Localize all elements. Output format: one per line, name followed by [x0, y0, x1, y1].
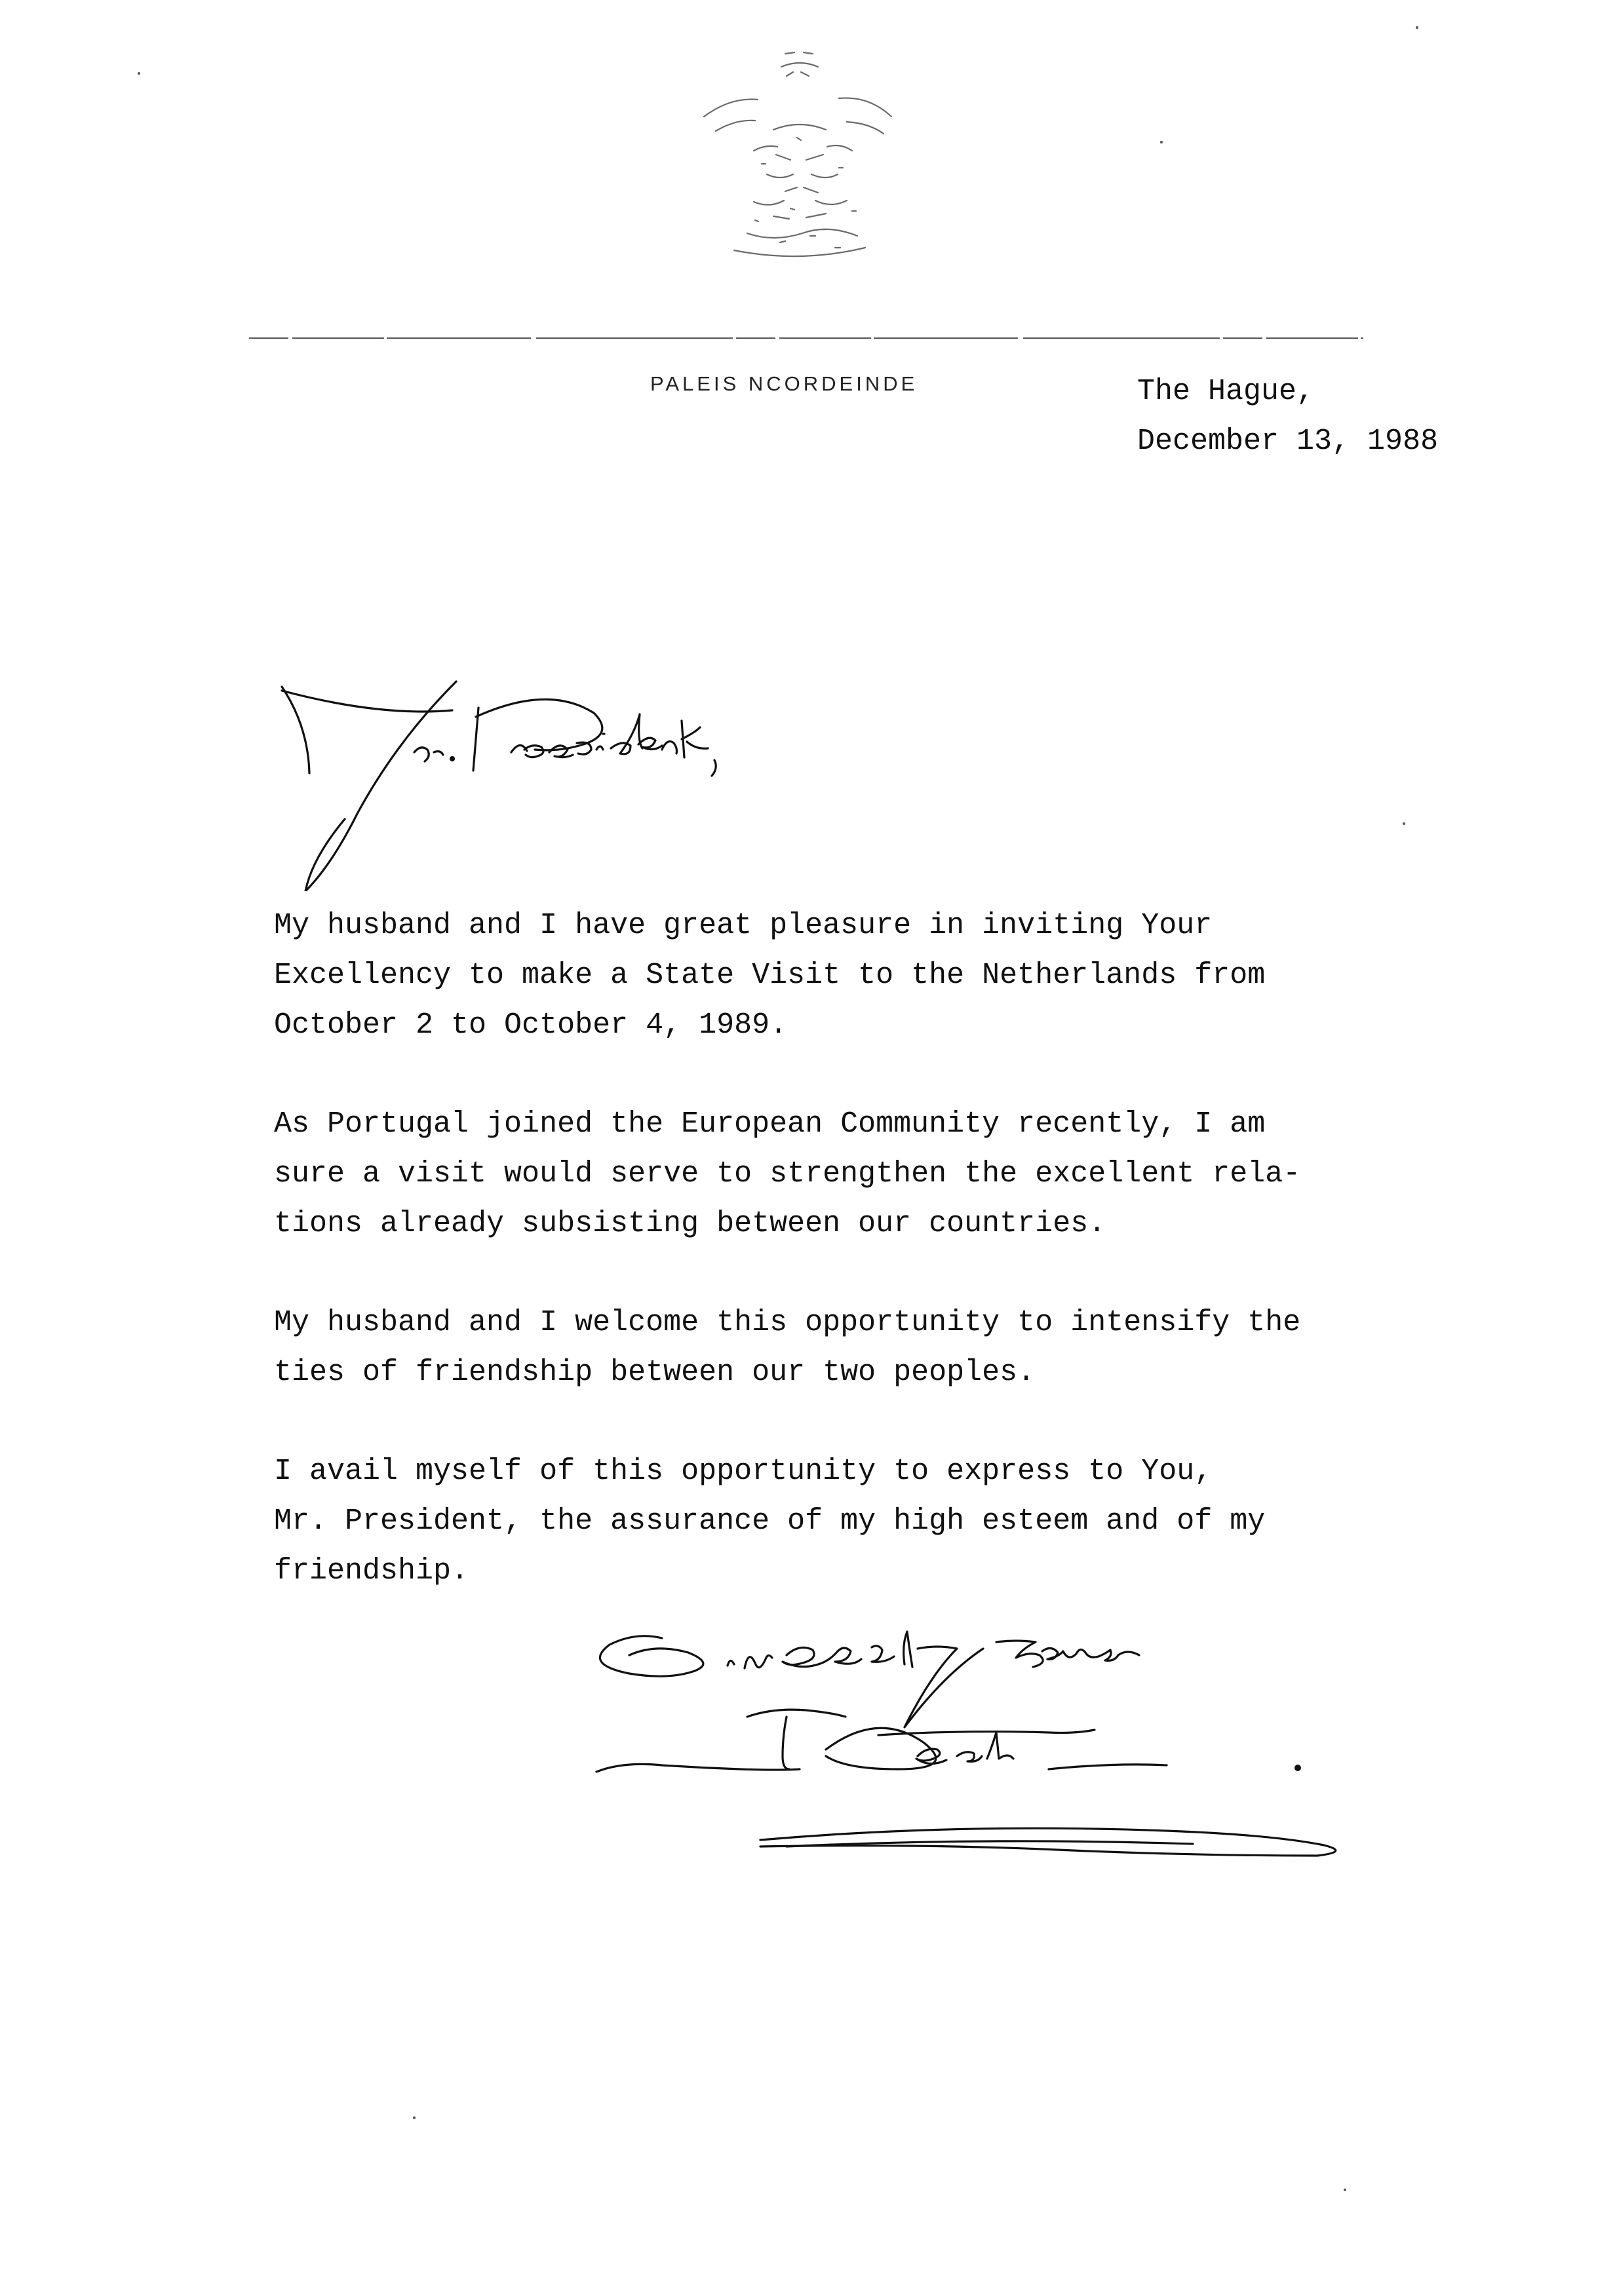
- scan-speck: [138, 72, 140, 75]
- dateline: [1137, 367, 1438, 467]
- body-line: ties of friendship between our two peoples.: [274, 1356, 1036, 1389]
- scan-speck: [1160, 141, 1163, 144]
- body-line: My husband and I have great pleasure in inviting Your: [274, 909, 1213, 942]
- body-line: October 2 to October 4, 1989.: [274, 1008, 788, 1042]
- body-paragraph: [274, 1298, 1506, 1398]
- body-line: tions already subsisting between our countries.: [274, 1207, 1106, 1240]
- body-paragraph: [274, 1447, 1506, 1596]
- handwritten-signature: [590, 1618, 1508, 1920]
- dateline-place: The Hague,: [1137, 375, 1315, 408]
- body-line: As Portugal joined the European Community recently, I am: [274, 1107, 1266, 1141]
- palace-name: PALEIS NCORDEINDE: [650, 372, 918, 395]
- letter-body: [274, 901, 1506, 1645]
- body-line: Excellency to make a State Visit to the Netherlands from: [274, 959, 1266, 992]
- royal-crest-icon: [675, 39, 924, 275]
- scan-speck: [1416, 26, 1418, 29]
- scan-speck: [413, 2116, 416, 2119]
- letterhead-divider: [249, 334, 1363, 342]
- body-line: Mr. President, the assurance of my high esteem and of my: [274, 1504, 1266, 1538]
- body-paragraph: [274, 901, 1506, 1050]
- body-line: friendship.: [274, 1554, 469, 1588]
- body-line: I avail myself of this opportunity to express to You,: [274, 1455, 1213, 1488]
- body-line: sure a visit would serve to strengthen the excellent rela-: [274, 1157, 1301, 1191]
- scan-speck: [1403, 822, 1405, 825]
- handwritten-salutation: [262, 668, 878, 891]
- dateline-date: December 13, 1988: [1137, 425, 1439, 458]
- body-paragraph: [274, 1100, 1506, 1249]
- body-line: My husband and I welcome this opportunity to intensify the: [274, 1306, 1301, 1339]
- scan-speck: [1344, 2189, 1346, 2191]
